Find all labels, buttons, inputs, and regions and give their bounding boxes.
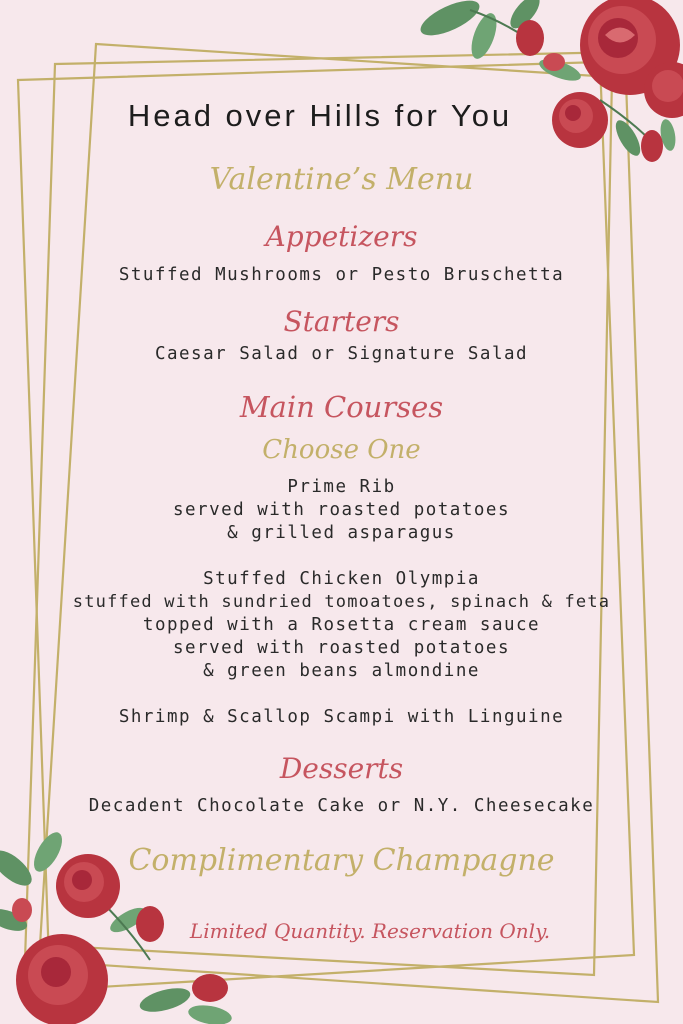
section-heading-appetizers: Appetizers	[265, 220, 418, 253]
section-heading-starters: Starters	[283, 305, 400, 338]
main-courses-subheading: Choose One	[262, 435, 421, 465]
champagne-note: Complimentary Champagne	[128, 843, 555, 878]
menu-title: Head over Hills for You	[127, 98, 513, 133]
dish2-line: served with roasted potatoes	[172, 638, 510, 658]
dish1-name: Prime Rib	[287, 477, 396, 497]
dish3-name: Shrimp & Scallop Scampi with Linguine	[118, 707, 565, 727]
dish2-line: stuffed with sundried tomoatoes, spinach & feta	[72, 592, 611, 612]
reservation-note: Limited Quantity. Reservation Only.	[189, 919, 551, 943]
section-heading-desserts: Desserts	[279, 752, 404, 785]
dish1-line: served with roasted potatoes	[172, 500, 510, 520]
desserts-item: Decadent Chocolate Cake or N.Y. Cheesecake	[88, 796, 595, 816]
section-heading-main-courses: Main Courses	[239, 390, 444, 424]
dish1-line: & grilled asparagus	[227, 523, 456, 543]
dish2-name: Stuffed Chicken Olympia	[203, 569, 480, 589]
appetizers-item: Stuffed Mushrooms or Pesto Bruschetta	[118, 265, 565, 285]
menu-subtitle: Valentine’s Menu	[209, 162, 474, 197]
dish2-line: topped with a Rosetta cream sauce	[142, 615, 541, 635]
starters-item: Caesar Salad or Signature Salad	[154, 344, 529, 364]
dish2-line: & green beans almondine	[203, 661, 480, 681]
